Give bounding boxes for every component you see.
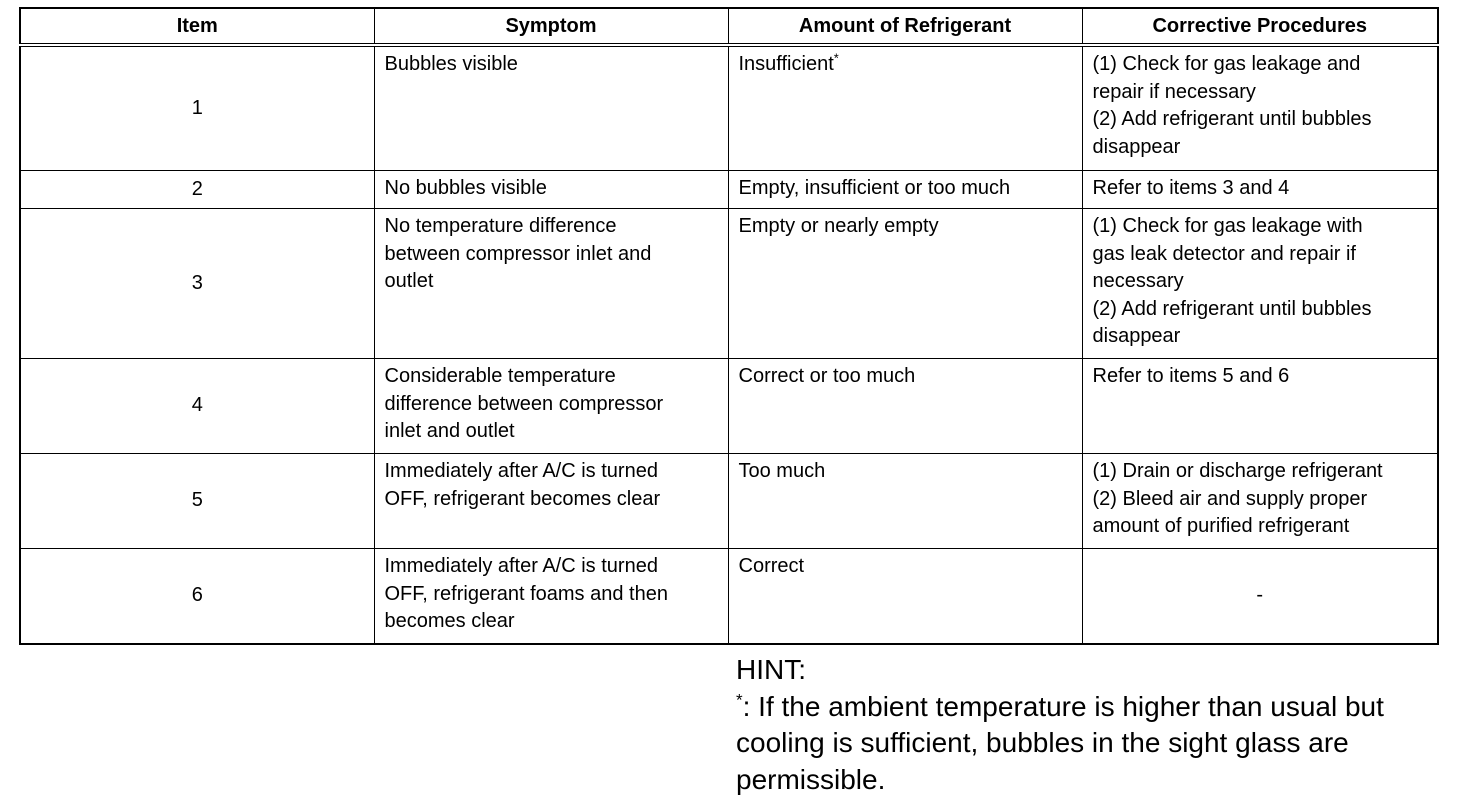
procedure-line: (1) Drain or discharge refrigerant <box>1092 460 1383 482</box>
procedure-cell <box>1082 209 1438 359</box>
hint-footnote-marker: * <box>736 690 743 710</box>
procedure-line: repair if necessary <box>1092 80 1256 103</box>
procedure-line: Refer to items 5 and 6 <box>1092 365 1290 387</box>
amount-text: Empty, insufficient or too much <box>738 177 1011 199</box>
procedure-line: Refer to items 3 and 4 <box>1092 177 1290 199</box>
hint-text: : If the ambient temperature is higher than usual but cooling is sufficient, bubbles in the sight glass are permissible. <box>736 690 1384 795</box>
symptom-cell <box>374 209 728 359</box>
amount-cell <box>728 209 1082 359</box>
header-item: Item <box>20 8 374 45</box>
table-row <box>20 359 1438 454</box>
amount-cell <box>728 171 1082 209</box>
procedure-line: (1) Check for gas leakage with <box>1092 215 1363 237</box>
procedure-cell <box>1082 171 1438 209</box>
symptom-line: outlet <box>384 270 434 293</box>
amount-text: Correct <box>738 555 805 577</box>
refrigerant-diagnosis-table <box>19 7 1439 645</box>
symptom-line: Immediately after A/C is turned <box>384 555 658 577</box>
symptom-cell <box>374 454 728 549</box>
symptom-cell <box>374 549 728 645</box>
amount-cell <box>728 549 1082 645</box>
symptom-line: Immediately after A/C is turned <box>384 460 658 482</box>
item-number: 2 <box>20 171 374 209</box>
amount-cell <box>728 359 1082 454</box>
symptom-line: becomes clear <box>384 610 515 633</box>
procedure-line: necessary <box>1092 270 1184 293</box>
symptom-cell <box>374 171 728 209</box>
symptom-cell <box>374 359 728 454</box>
table-row <box>20 171 1438 209</box>
amount-cell <box>728 45 1082 171</box>
hint-note <box>736 652 1456 798</box>
procedure-line: (2) Bleed air and supply proper <box>1092 487 1368 510</box>
procedure-cell <box>1082 454 1438 549</box>
procedure-line: gas leak detector and repair if <box>1092 242 1356 265</box>
header-symptom: Symptom <box>374 8 728 45</box>
symptom-line: inlet and outlet <box>384 420 515 443</box>
procedure-line: (2) Add refrigerant until bubbles <box>1092 108 1372 131</box>
symptom-line: Considerable temperature <box>384 365 616 387</box>
header-amount-of-refrigerant: Amount of Refrigerant <box>728 8 1082 45</box>
symptom-line: Bubbles visible <box>384 53 518 75</box>
hint-title: HINT: <box>736 654 806 685</box>
symptom-cell <box>374 45 728 171</box>
item-number: 5 <box>20 454 374 549</box>
procedure-cell <box>1082 45 1438 171</box>
procedure-line: amount of purified refrigerant <box>1092 515 1350 538</box>
item-number: 1 <box>20 45 374 171</box>
procedure-line: (2) Add refrigerant until bubbles <box>1092 297 1372 320</box>
symptom-line: difference between compressor <box>384 392 664 415</box>
footnote-marker: * <box>833 50 839 66</box>
symptom-line: between compressor inlet and <box>384 242 652 265</box>
symptom-line: OFF, refrigerant foams and then <box>384 582 668 605</box>
item-number: 6 <box>20 549 374 645</box>
symptom-line: OFF, refrigerant becomes clear <box>384 487 661 510</box>
symptom-line: No bubbles visible <box>384 177 547 199</box>
table-header-row <box>20 8 1438 45</box>
symptom-line: No temperature difference <box>384 215 617 237</box>
table-row <box>20 454 1438 549</box>
table-row <box>20 209 1438 359</box>
amount-cell <box>728 454 1082 549</box>
table-row <box>20 45 1438 171</box>
procedure-line: disappear <box>1092 325 1181 348</box>
item-number: 3 <box>20 209 374 359</box>
amount-text: Empty or nearly empty <box>738 215 939 237</box>
amount-text: Too much <box>738 460 826 482</box>
procedure-line: disappear <box>1092 135 1181 158</box>
header-corrective-procedures: Corrective Procedures <box>1082 8 1438 45</box>
amount-text: Correct or too much <box>738 365 916 387</box>
procedure-line: - <box>1256 584 1264 607</box>
amount-text: Insufficient <box>738 53 834 75</box>
procedure-cell <box>1082 359 1438 454</box>
table-row <box>20 549 1438 645</box>
procedure-cell <box>1082 549 1438 645</box>
item-number: 4 <box>20 359 374 454</box>
procedure-line: (1) Check for gas leakage and <box>1092 53 1361 75</box>
